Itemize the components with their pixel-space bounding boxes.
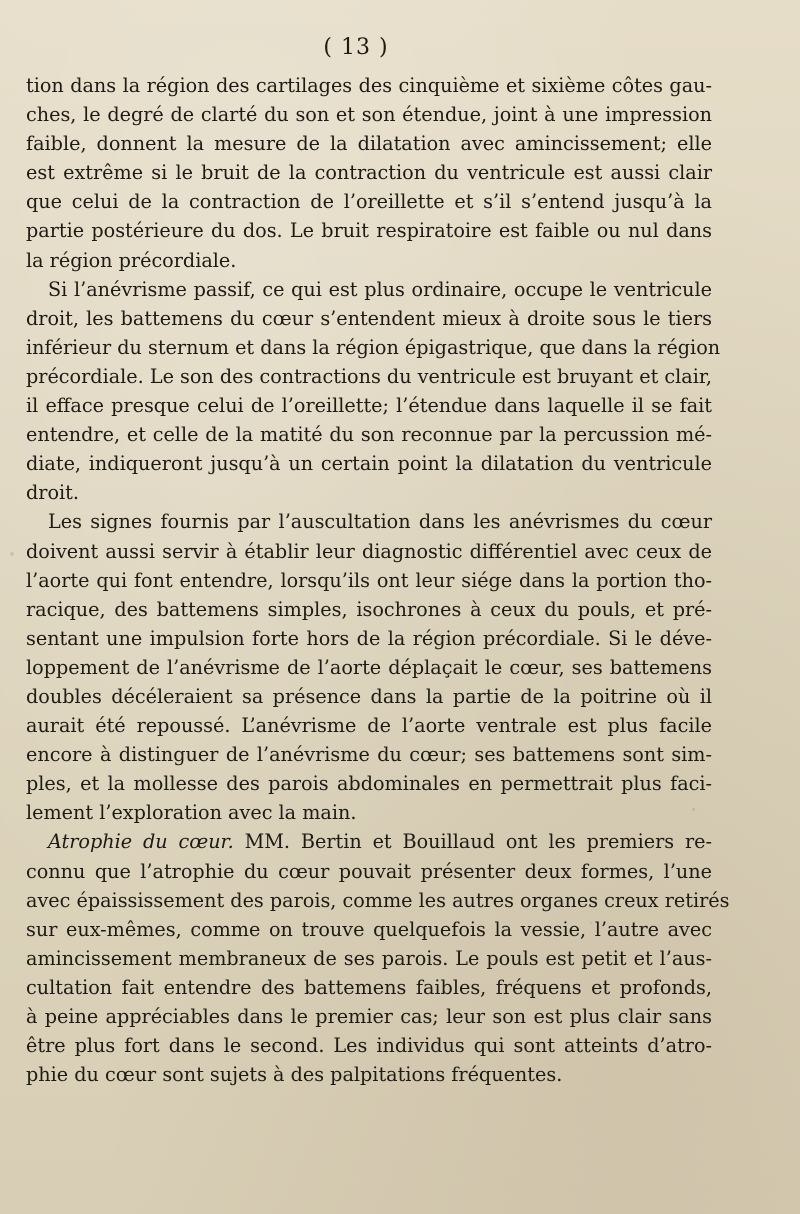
text-line: ples, et la mollesse des parois abdominales en permettrait plus faci- — [26, 772, 712, 796]
text-line: il efface presque celui de l’oreillette; l’étendue dans laquelle il se fait — [26, 394, 712, 418]
text-line: partie postérieure du dos. Le bruit respiratoire est faible ou nul dans — [26, 219, 712, 243]
text-line: faible, donnent la mesure de la dilatation avec amincissement; elle — [26, 132, 712, 156]
text-line: avec épaississement des parois, comme les autres organes creux retirés — [26, 888, 730, 912]
text-line: lement l’exploration avec la main. — [26, 801, 357, 825]
text-line: doubles décéleraient sa présence dans la partie de la poitrine où il — [26, 684, 712, 708]
text-line: connu que l’atrophie du cœur pouvait présenter deux formes, l’une — [26, 859, 712, 883]
text-line: être plus fort dans le second. Les individus qui sont atteints d’atro- — [26, 1034, 712, 1058]
page-number: ( 13 ) — [323, 35, 389, 60]
text-line: cultation fait entendre des battemens faibles, fréquens et profonds, — [26, 975, 712, 999]
body-text — [26, 71, 730, 1089]
text-line: est extrême si le bruit de la contraction du ventricule est aussi clair — [26, 161, 712, 185]
text-line: loppement de l’anévrisme de l’aorte déplaçait le cœur, ses battemens — [26, 655, 712, 679]
text-fragment: MM. Bertin et Bouillaud ont les premiers re- — [244, 830, 712, 854]
text-line: droit, les battemens du cœur s’entendent mieux à droite sous le tiers — [26, 306, 712, 330]
text-line: droit. — [26, 481, 79, 505]
text-line: encore à distinguer de l’anévrisme du cœur; ses battemens sont sim- — [26, 743, 712, 767]
text-line: aurait été repoussé. L’anévrisme de l’aorte ventrale est plus facile — [26, 714, 712, 738]
text-line: racique, des battemens simples, isochrones à ceux du pouls, et pré- — [26, 597, 712, 621]
text-line: l’aorte qui font entendre, lorsqu’ils ont leur siége dans la portion tho- — [26, 568, 712, 592]
paper-stain — [10, 552, 14, 556]
text-line: Si l’anévrisme passif, ce qui est plus ordinaire, occupe le ventricule — [48, 277, 712, 301]
paragraph-3 — [26, 507, 712, 827]
text-line: phie du cœur sont sujets à des palpitations fréquentes. — [26, 1063, 563, 1087]
paragraph-1 — [26, 71, 712, 275]
text-line: la région précordiale. — [26, 248, 237, 272]
text-line: sentant une impulsion forte hors de la région précordiale. Si le déve- — [26, 626, 712, 650]
section-heading: Atrophie du cœur. — [48, 830, 234, 854]
text-line: à peine appréciables dans le premier cas; leur son est plus clair sans — [26, 1005, 712, 1028]
text-line: amincissement membraneux de ses parois. Le pouls est petit et l’aus- — [26, 946, 712, 970]
text-line: entendre, et celle de la matité du son reconnue par la percussion mé- — [26, 423, 712, 447]
text-line: Les signes fournis par l’auscultation dans les anévrismes du cœur — [48, 510, 712, 534]
text-line: doivent aussi servir à établir leur diagnostic différentiel avec ceux de — [26, 539, 712, 563]
text-line: précordiale. Le son des contractions du ventricule est bruyant et clair, — [26, 364, 712, 388]
paragraph-4 — [26, 827, 730, 1089]
text-line: sur eux-mêmes, comme on trouve quelquefois la vessie, l’autre avec — [26, 917, 712, 941]
text-line: tion dans la région des cartilages des cinquième et sixième côtes gau- — [26, 74, 712, 97]
text-line — [26, 827, 712, 856]
text-line: inférieur du sternum et dans la région épigastrique, que dans la région — [26, 335, 721, 359]
text-line: ches, le degré de clarté du son et son étendue, joint à une impression — [26, 103, 712, 127]
text-line: diate, indiqueront jusqu’à un certain point la dilatation du ventricule — [26, 452, 712, 476]
paragraph-2 — [26, 275, 721, 508]
text-line: que celui de la contraction de l’oreillette et s’il s’entend jusqu’à la — [26, 190, 712, 214]
